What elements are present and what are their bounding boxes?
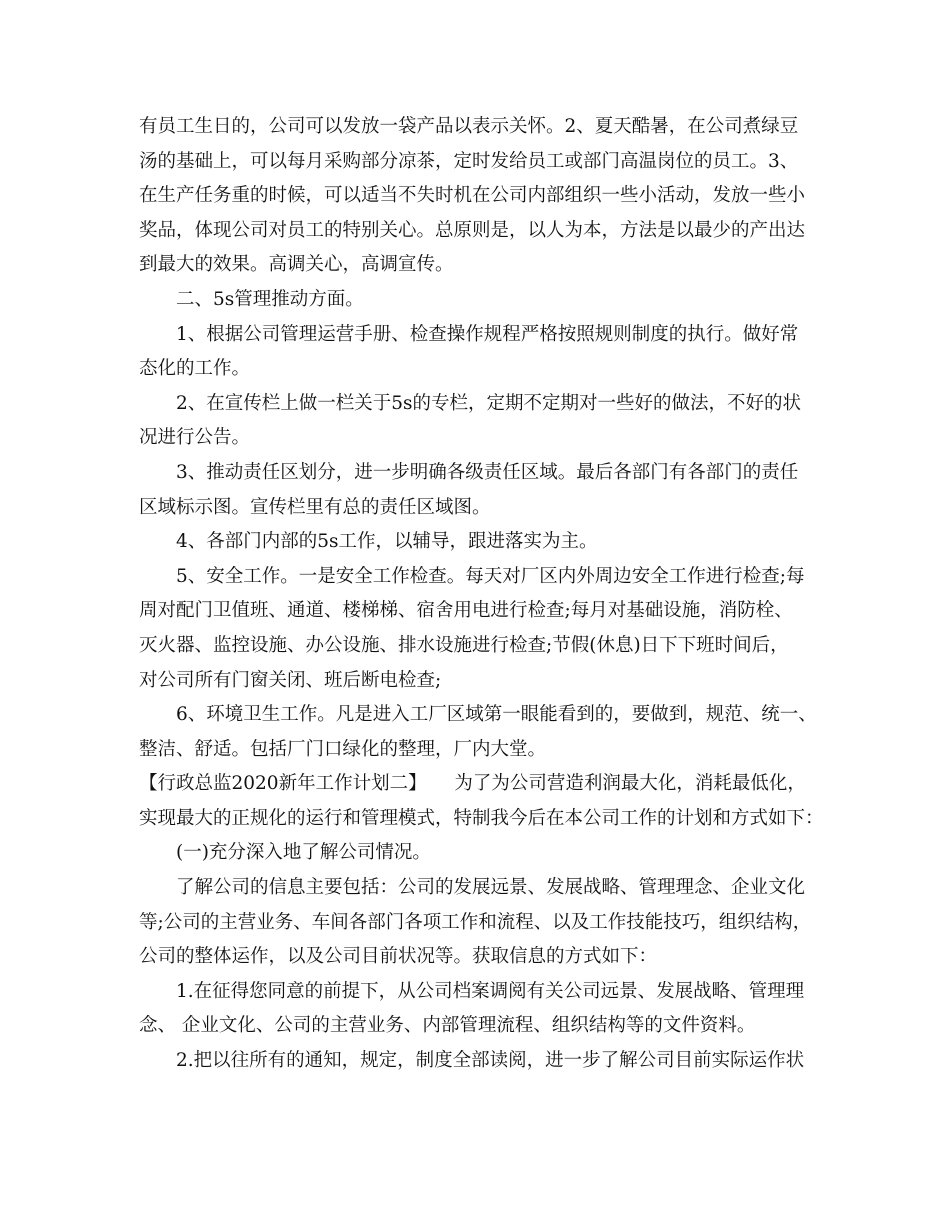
text-line: 了解公司的信息主要包括：公司的发展远景、发展战略、管理理念、企业文化 — [176, 877, 806, 899]
text-line: 对公司所有门窗关闭、班后断电检查; — [139, 669, 442, 691]
text-line: 周对配门卫值班、通道、楼梯梯、宿舍用电进行检查;每月对基础设施，消防栓、 — [139, 600, 793, 622]
text-line: 区域标示图。宣传栏里有总的责任区域图。 — [139, 496, 491, 518]
text-line: 1.在征得您同意的前提下，从公司档案调阅有关公司远景、发展战略、管理理 — [176, 980, 805, 1002]
text-line: 2、在宣传栏上做一栏关于5s的专栏，定期不定期对一些好的做法，不好的状 — [176, 392, 802, 414]
document-body — [139, 110, 825, 1079]
text-line: 公司的整体运作，以及公司目前状况等。获取信息的方式如下： — [139, 946, 658, 968]
section-heading: 二、5s管理推动方面。 — [176, 288, 364, 310]
text-line: 5、安全工作。一是安全工作检查。每天对厂区内外周边安全工作进行检查;每 — [176, 565, 805, 587]
text-line: 在生产任务重的时候，可以适当不失时机在公司内部组织一些小活动，发放一些小 — [139, 185, 806, 207]
text-line: 态化的工作。 — [139, 358, 251, 380]
text-line: 实现最大的正规化的运行和管理模式，特制我今后在本公司工作的计划和方式如下： — [139, 807, 824, 829]
text-line: 整洁、舒适。包括厂门口绿化的整理，厂内大堂。 — [139, 738, 547, 760]
text-line: 况进行公告。 — [139, 427, 251, 449]
text-line: 念、 企业文化、公司的主营业务、内部管理流程、组织结构等的文件资料。 — [139, 1015, 756, 1037]
subsection-heading: (一)充分深入地了解公司情况。 — [176, 842, 431, 864]
section-title: 【行政总监2020新年工作计划二】 为了为公司营造利润最大化，消耗最低化， — [139, 773, 806, 795]
text-line: 1、根据公司管理运营手册、检查操作规程严格按照规则制度的执行。做好常 — [176, 323, 799, 345]
text-line: 到最大的效果。高调关心，高调宣传。 — [139, 254, 454, 276]
text-line: 等;公司的主营业务、车间各部门各项工作和流程、以及工作技能技巧，组织结构， — [139, 911, 812, 933]
text-line: 6、环境卫生工作。凡是进入工厂区域第一眼能看到的，要做到，规范、统一、 — [176, 704, 817, 726]
text-line: 3、推动责任区划分，进一步明确各级责任区域。最后各部门有各部门的责任 — [176, 461, 799, 483]
text-line: 4、各部门内部的5s工作，以辅导，跟进落实为主。 — [176, 531, 598, 553]
text-line: 灭火器、监控设施、办公设施、排水设施进行检查;节假(休息)日下下班时间后， — [139, 634, 789, 656]
text-line: 2.把以往所有的通知，规定，制度全部读阅，进一步了解公司目前实际运作状 — [176, 1050, 805, 1072]
text-line: 汤的基础上，可以每月采购部分凉茶，定时发给员工或部门高温岗位的员工。3、 — [139, 150, 799, 172]
text-line: 有员工生日的，公司可以发放一袋产品以表示关怀。2、夏天酷暑，在公司煮绿豆 — [139, 116, 799, 137]
text-line: 奖品，体现公司对员工的特别关心。总原则是，以人为本，方法是以最少的产出达 — [139, 219, 806, 241]
